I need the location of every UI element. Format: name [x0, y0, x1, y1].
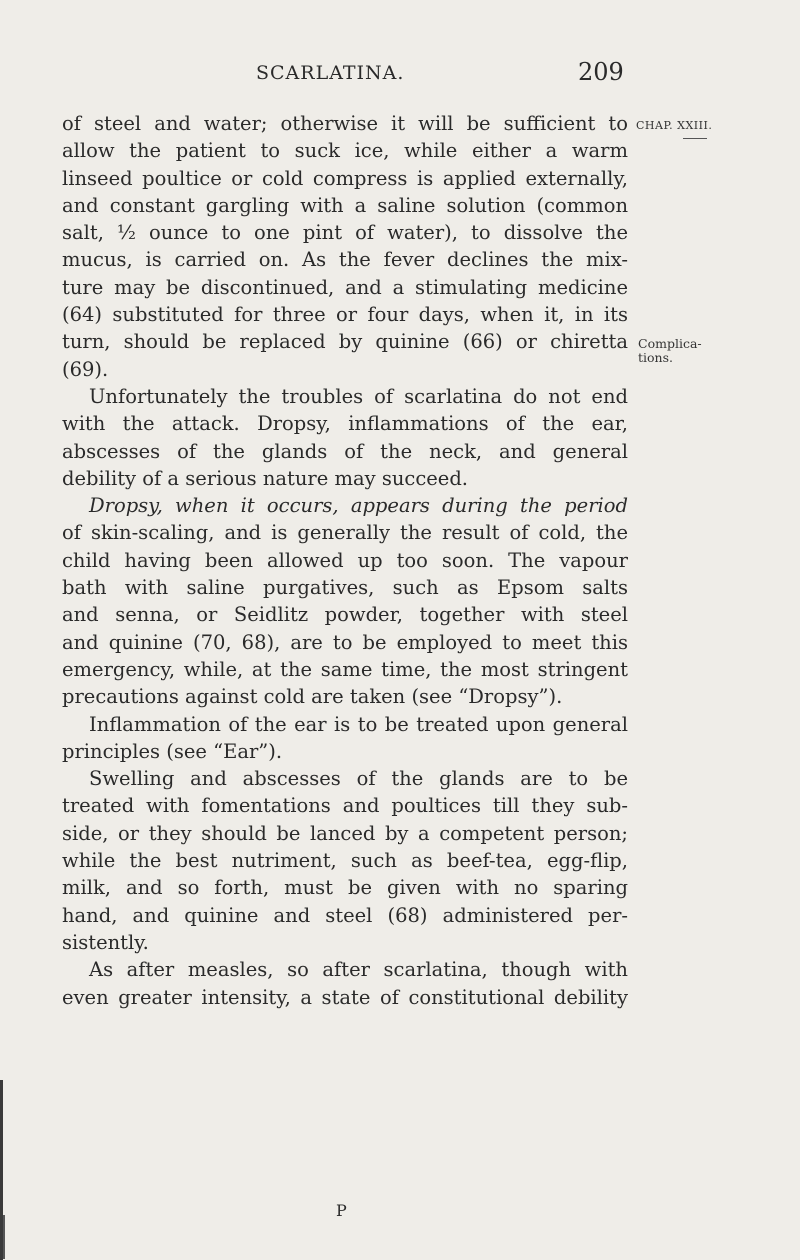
- text-line: emergency, while, at the same time, the most stringent: [62, 657, 628, 681]
- text-line: hand, and quinine and steel (68) administered per-: [62, 903, 628, 927]
- body-text: [62, 110, 628, 1011]
- margin-note-complications: Complica-tions.: [638, 336, 702, 365]
- text-line: even greater intensity, a state of constitutional debility: [62, 985, 628, 1009]
- text-line: Swelling and abscesses of the glands are to be: [89, 767, 628, 791]
- text-line: with the attack. Dropsy, inflammations of the ear,: [62, 412, 628, 436]
- text-line: side, or they should be lanced by a competent person;: [62, 821, 628, 845]
- text-line: sistently.: [62, 930, 149, 954]
- text-line: (64) substituted for three or four days, when it, in its: [62, 303, 628, 327]
- text-line: child having been allowed up too soon. The vapour: [62, 548, 628, 572]
- text-line: abscesses of the glands of the neck, and general: [62, 439, 628, 463]
- signature-mark: P: [336, 1201, 347, 1220]
- text-line: debility of a serious nature may succeed.: [62, 466, 468, 490]
- text-line: (69).: [62, 357, 109, 381]
- text-line: salt, ½ ounce to one pint of water), to dissolve the: [62, 221, 628, 245]
- text-line: of steel and water; otherwise it will be sufficient to: [62, 112, 628, 135]
- text-line: Unfortunately the troubles of scarlatina do not end: [89, 384, 628, 408]
- page-edge-shadow: [3, 1215, 5, 1259]
- text-line: principles (see “Ear”).: [62, 739, 283, 763]
- text-line: of skin-scaling, and is generally the result of cold, the: [62, 521, 628, 545]
- running-head: SCARLATINA.: [256, 62, 405, 84]
- margin-rule: [683, 138, 707, 139]
- text-line: ture may be discontinued, and a stimulating medicine: [62, 275, 628, 299]
- text-line: treated with fomentations and poultices till they sub-: [62, 794, 628, 818]
- text-line: mucus, is carried on. As the fever declines the mix-: [62, 248, 628, 272]
- margin-note-chapter: CHAP. XXIII.: [636, 119, 713, 132]
- text-line: allow the patient to suck ice, while either a warm: [62, 139, 628, 163]
- text-line: and quinine (70, 68), are to be employed to meet this: [62, 630, 628, 654]
- text-line: bath with saline purgatives, such as Epsom salts: [62, 576, 628, 600]
- text-line: As after measles, so after scarlatina, though with: [89, 958, 628, 982]
- text-line: and senna, or Seidlitz powder, together with steel: [62, 603, 628, 627]
- text-line: and constant gargling with a saline solution (common: [62, 193, 628, 217]
- text-line: turn, should be replaced by quinine (66) or chiretta: [62, 330, 628, 354]
- text-line: linseed poultice or cold compress is applied externally,: [62, 166, 628, 190]
- text-line: while the best nutriment, such as beef-tea, egg-flip,: [62, 849, 628, 873]
- text-line: Dropsy, when it occurs, appears during the period: [89, 494, 628, 518]
- text-line: milk, and so forth, must be given with no sparing: [62, 876, 628, 900]
- page-number: 209: [578, 58, 624, 86]
- text-line: Inflammation of the ear is to be treated upon general: [89, 712, 628, 736]
- text-line: precautions against cold are taken (see “Dropsy”).: [62, 685, 563, 709]
